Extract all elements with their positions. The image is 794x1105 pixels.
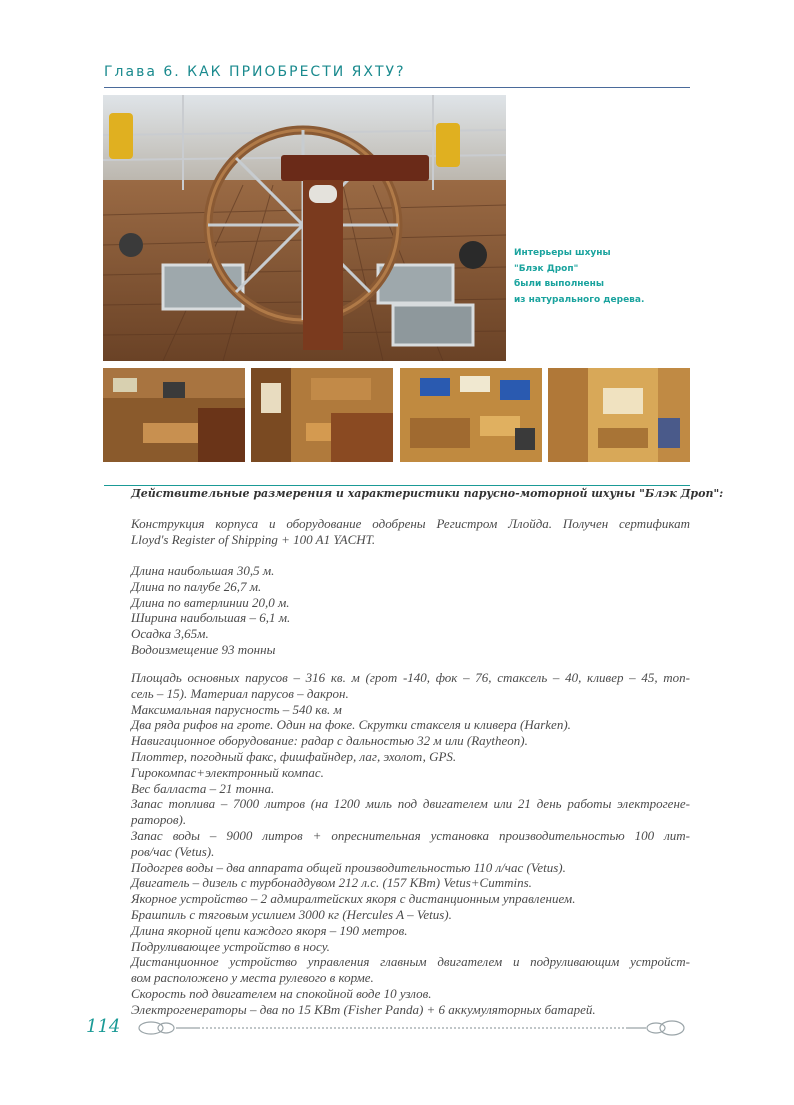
caption-line: были выполнены [514,279,604,289]
chapter-header-title: Глава 6. КАК ПРИОБРЕСТИ ЯХТУ? [104,64,406,80]
interior-photo-1-illustration [103,368,245,462]
interior-photo-2-illustration [251,368,393,462]
text-line: Подруливающее устройство в носу. [131,938,330,954]
certification-paragraph [131,516,690,548]
text-line: Конструкция корпуса и оборудование одобрены Регистром Ллойда. Получен сертификат [131,516,690,531]
text-line: Двигатель – дизель с турбонаддувом 212 л.с. (157 КВт) Vetus+Cummins. [131,875,532,891]
interior-photo-3 [400,368,542,462]
deck-photo-illustration [103,95,506,361]
text-line: Якорное устройство – 2 адмиралтейских якоря с дистанционным управлением. [131,891,576,907]
text-line: Водоизмещение 93 тонны [131,641,276,657]
text-line: раторов). [131,812,187,828]
text-line: Электрогенераторы – два по 15 КВт (Fisher Panda) + 6 аккумуляторных батарей. [131,1001,596,1017]
text-line: Площадь основных парусов – 316 кв. м (грот -140, фок – 76, стаксель – 40, кливер – 45, топ- [131,670,690,685]
text-line: Брашпиль с тяговым усилием 3000 кг (Hercules A – Vetus). [131,906,452,922]
interior-photo-4 [548,368,690,462]
text-line: Гирокомпас+электронный компас. [131,764,324,780]
text-line: Длина по палубе 26,7 м. [131,578,262,594]
text-line: Навигационное оборудование: радар с дальностью 32 м или (Raytheon). [131,733,528,749]
interior-photo-1 [103,368,245,462]
text-line: Плоттер, погодный факс, фишфайндер, лаг, эхолот, GPS. [131,748,457,764]
caption-line: "Блэк Дроп" [514,263,579,274]
text-line: Длина якорной цепи каждого якоря – 190 метров. [131,922,408,938]
photo-caption [514,246,644,308]
text-line: Длина по ватерлинии 20,0 м. [131,594,290,610]
text-line: Осадка 3,65м. [131,626,209,642]
page-number: 114 [86,1016,121,1037]
interior-photo-4-illustration [548,368,690,462]
deck-photo [103,95,506,361]
text-line: Скорость под двигателем на спокойной воде 10 узлов. [131,985,432,1001]
text-line: Lloyd's Register of Shipping + 100 A1 YACHT. [131,531,376,547]
text-line: Дистанционное устройство управления главным двигателем и подруливающим устройст- [131,954,690,970]
text-line: сель – 15). Материал парусов – дакрон. [131,685,349,701]
text-line: Длина наибольшая 30,5 м. [131,563,275,578]
caption-line: из натурального дерева. [514,294,645,305]
text-line: вом расположено у места рулевого в корме. [131,970,374,986]
section-rule [104,485,690,486]
interior-photo-2 [251,368,393,462]
text-line: Подогрев воды – два аппарата общей производительностью 110 л/час (Vetus). [131,859,566,875]
rope-ornament-icon [86,1016,690,1040]
text-line: Ширина наибольшая – 6,1 м. [131,610,291,626]
text-line: Два ряда рифов на гроте. Один на фоке. Скрутки стакселя и кливера (Harken). [131,717,571,733]
interior-photo-3-illustration [400,368,542,462]
text-line: Запас воды – 9000 литров + опреснительная установка производительностью 100 лит- [131,827,690,843]
text-line: Максимальная парусность – 540 кв. м [131,701,342,717]
dimensions-list [131,563,690,658]
page-footer [86,1016,690,1040]
text-line: ров/час (Vetus). [131,843,215,859]
text-line: Запас топлива – 7000 литров (на 1200 миль под двигателем или 21 день работы электрогене- [131,796,690,812]
specs-list [131,670,690,1018]
caption-line: Интерьеры шхуны [514,248,611,258]
section-title: Действительные размерения и характеристики парусно-моторной шхуны "Блэк Дроп": [131,487,724,500]
text-line: Вес балласта – 21 тонна. [131,780,275,796]
header-rule [104,87,690,88]
